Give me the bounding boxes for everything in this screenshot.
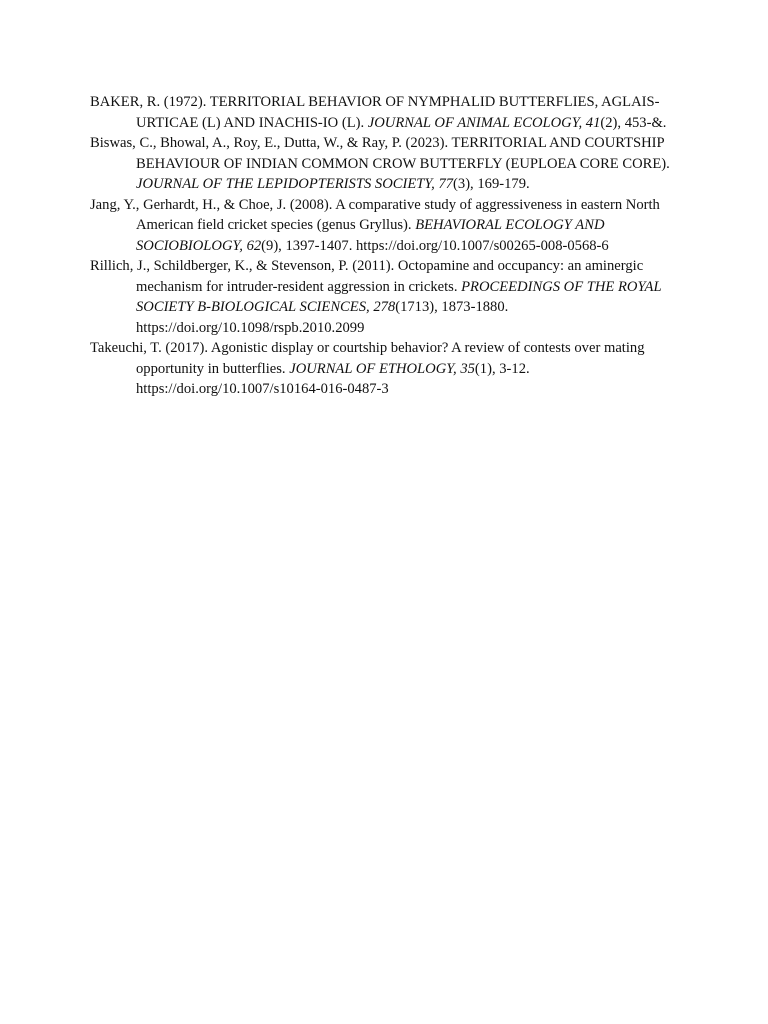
reference-journal: JOURNAL OF THE LEPIDOPTERISTS SOCIETY [136, 176, 432, 192]
reference-authors-title: Takeuchi, T. (2017). Agonistic display or courtship behavior? A review of contests over mating opportunity in butterflies. [90, 340, 645, 377]
reference-entry [90, 195, 678, 257]
reference-journal: JOURNAL OF ETHOLOGY [289, 360, 454, 377]
reference-journal: BEHAVIORAL ECOLOGY AND SOCIOBIOLOGY [136, 217, 605, 254]
reference-issue-pages: (2), 453-&. [600, 114, 667, 131]
reference-authors-title: Jang, Y., Gerhardt, H., & Choe, J. (2008). A comparative study of aggressiveness in eastern North American field cricket species (genus Gryllus). [90, 196, 660, 233]
reference-authors-title: Biswas, C., Bhowal, A., Roy, E., Dutta, W., & Ray, P. (2023). TERRITORIAL AND COURTSHIP BEHAVIOUR OF INDIAN COMMON CROW BUTTERFLY (EUPLOEA CORE CORE). [90, 135, 670, 172]
reference-issue-pages: (1713), 1873-1880. https://doi.org/10.1098/rspb.2010.2099 [136, 299, 509, 336]
reference-volume: 41 [585, 114, 601, 131]
reference-volume: 278 [373, 299, 396, 315]
reference-separator: , [431, 176, 439, 192]
reference-volume: 35 [460, 360, 475, 377]
reference-volume: 62 [246, 237, 262, 254]
reference-separator: , [578, 114, 586, 131]
reference-journal: PROCEEDINGS OF THE ROYAL SOCIETY B-BIOLOGICAL SCIENCES [136, 278, 662, 315]
reference-entry [90, 338, 678, 400]
reference-entry [90, 256, 678, 338]
reference-journal: JOURNAL OF ANIMAL ECOLOGY [367, 114, 579, 131]
reference-separator: , [453, 360, 461, 377]
reference-authors-title: Rillich, J., Schildberger, K., & Stevenson, P. (2011). Octopamine and occupancy: an aminergic mechanism for intruder-resident aggression in crickets. [90, 258, 644, 295]
reference-volume: 77 [438, 176, 454, 192]
reference-separator: , [239, 237, 247, 254]
reference-list [90, 92, 678, 400]
reference-authors-title: BAKER, R. (1972). TERRITORIAL BEHAVIOR OF NYMPHALID BUTTERFLIES, AGLAIS-URTICAE (L) AND INACHIS-IO (L). [90, 94, 660, 131]
reference-entry [90, 133, 678, 195]
reference-issue-pages: (1), 3-12. https://doi.org/10.1007/s10164-016-0487-3 [136, 360, 530, 397]
reference-issue-pages: (9), 1397-1407. https://doi.org/10.1007/s00265-008-0568-6 [261, 237, 609, 254]
reference-issue-pages: (3), 169-179. [453, 176, 530, 192]
reference-separator: , [366, 299, 374, 315]
reference-entry [90, 92, 678, 133]
